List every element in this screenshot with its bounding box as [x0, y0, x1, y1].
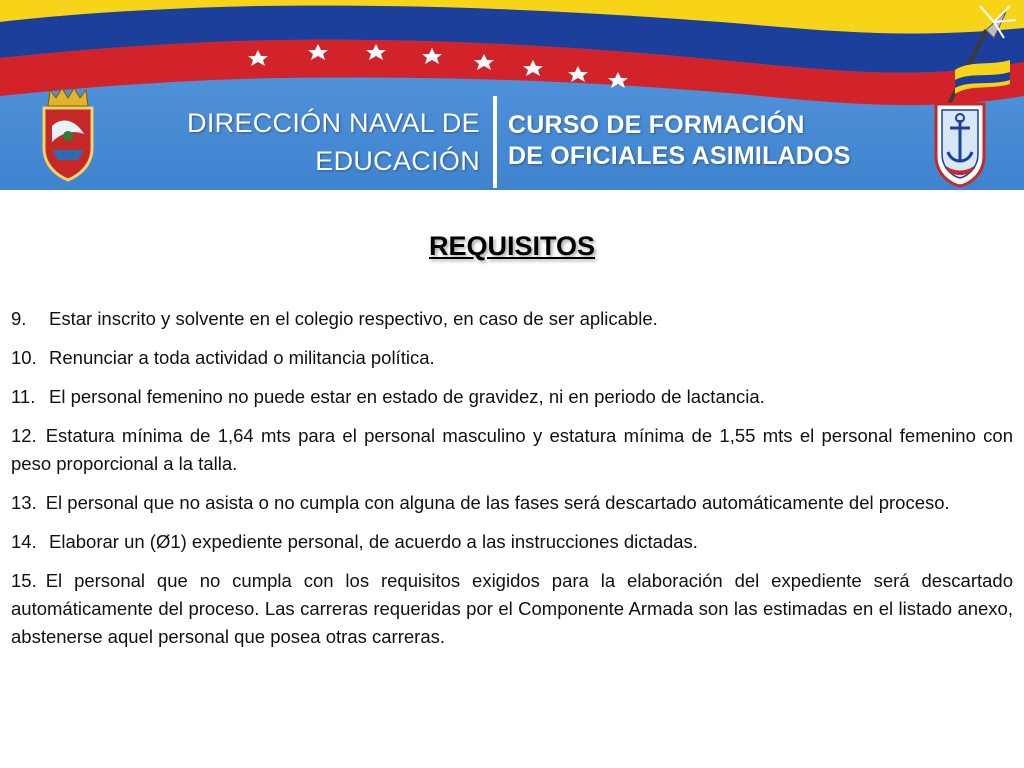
institution-title-line2: EDUCACIÓN	[315, 146, 480, 176]
page-title: REQUISITOS	[428, 231, 596, 261]
item-text: Estatura mínima de 1,64 mts para el personal masculino y estatura mínima de 1,55 mts el personal femenino con peso proporcional a la talla.	[11, 425, 1013, 474]
institution-title-line1: DIRECCIÓN NAVAL DE	[187, 108, 480, 138]
naval-crest-left-icon	[38, 86, 98, 182]
list-item	[11, 489, 1013, 517]
item-text: Estar inscrito y solvente en el colegio respectivo, en caso de ser aplicable.	[49, 308, 658, 329]
list-item	[11, 344, 1013, 372]
institution-title	[187, 104, 480, 180]
list-item	[11, 305, 1013, 333]
list-item	[11, 528, 1013, 556]
header-divider	[493, 96, 497, 188]
course-title	[508, 110, 851, 172]
item-number: 10.	[11, 347, 37, 368]
item-number: 14.	[11, 531, 37, 552]
list-item	[11, 383, 1013, 411]
item-text: Elaborar un (Ø1) expediente personal, de acuerdo a las instrucciones dictadas.	[49, 531, 698, 552]
item-text: El personal que no cumpla con los requisitos exigidos para la elaboración del expediente será descartado automáticamente del proceso. Las carreras requeridas por el Componente Armada son las estimadas en el listado anexo, abstenerse aquel personal que posea otras carreras.	[11, 570, 1013, 647]
item-number: 12.	[11, 425, 37, 446]
item-number: 9.	[11, 308, 27, 329]
item-number: 11.	[11, 386, 36, 407]
item-text: Renunciar a toda actividad o militancia política.	[49, 347, 435, 368]
item-text: El personal que no asista o no cumpla con alguna de las fases será descartado automáticamente del proceso.	[45, 492, 950, 513]
list-item	[11, 422, 1013, 478]
item-number: 13.	[11, 492, 37, 513]
item-number: 15.	[11, 570, 37, 591]
naval-crest-right-icon	[932, 100, 988, 188]
header-banner	[0, 0, 1024, 190]
item-text: El personal femenino no puede estar en estado de gravidez, ni en periodo de lactancia.	[49, 386, 765, 407]
course-title-line2: DE OFICIALES ASIMILADOS	[508, 142, 851, 170]
requirements-list	[11, 305, 1013, 662]
course-title-line1: CURSO DE FORMACIÓN	[508, 111, 805, 139]
list-item	[11, 567, 1013, 651]
